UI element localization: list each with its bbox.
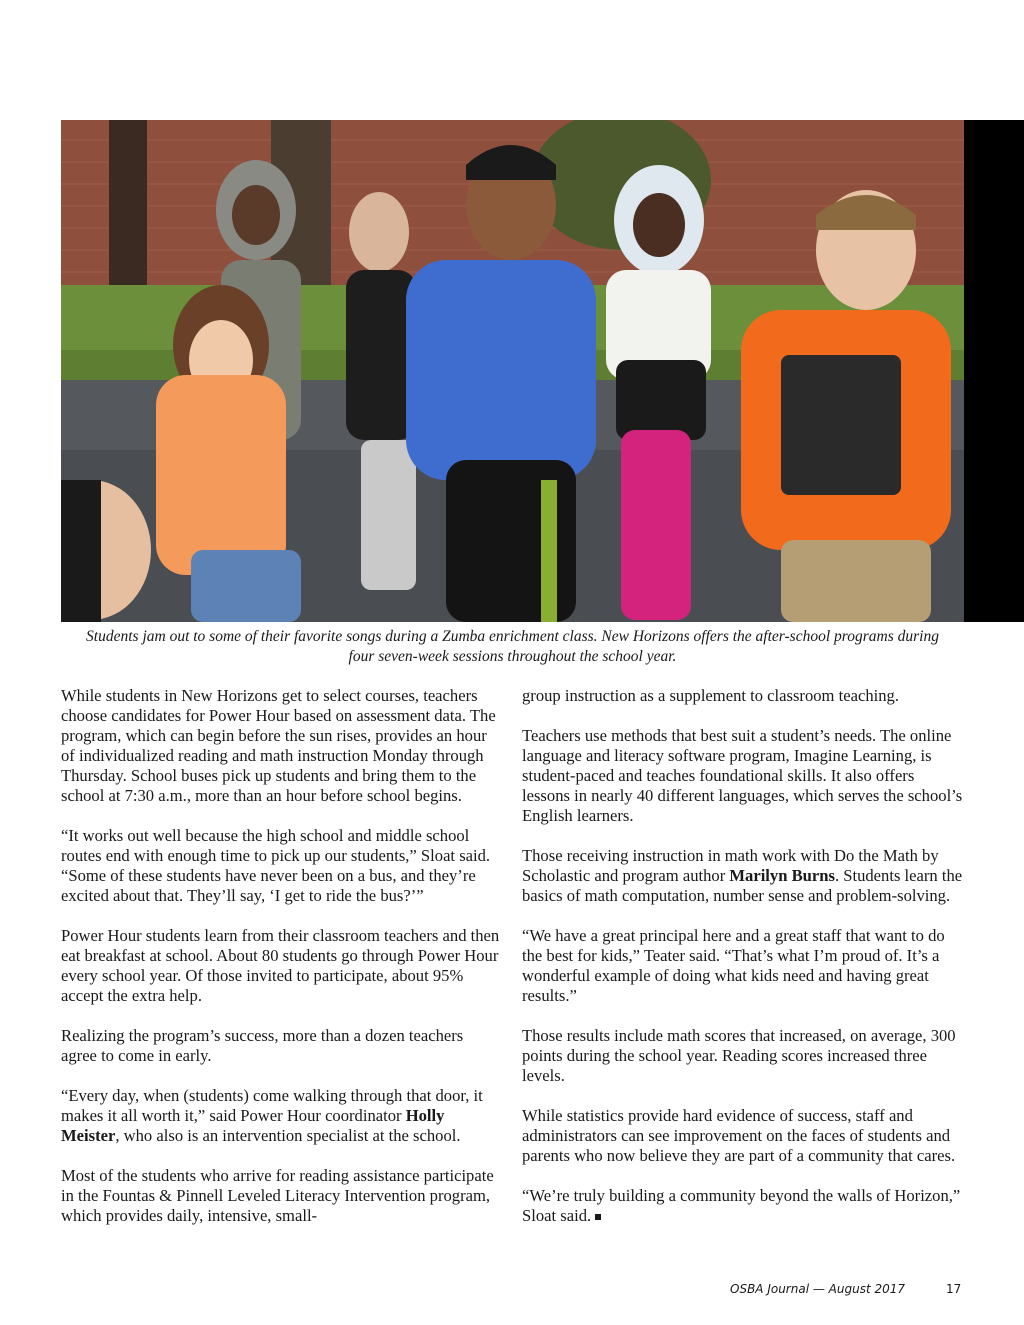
paragraph: Realizing the program’s success, more than a dozen teachers agree to come in early. bbox=[61, 1026, 464, 1065]
paragraph bbox=[522, 1186, 964, 1226]
children-running-photo-icon bbox=[61, 120, 964, 622]
end-mark-icon bbox=[595, 1214, 601, 1220]
text-run: . Students learn the basics of math computation, number sense and problem-solving. bbox=[522, 866, 963, 905]
paragraph: “We have a great principal here and a great staff that want to do the best for kids,” Teater said. “That’s what I’m proud of. It’s a wonderful example of doing what kids need and having great results.” bbox=[522, 926, 945, 1005]
caption-line-1: Students jam out to some of their favorite songs during a Zumba enrichment class. New Horizons offers the after-school programs during bbox=[86, 628, 939, 645]
paragraph: While students in New Horizons get to select courses, teachers choose candidates for Power Hour based on assessment data. The program, which can begin before the sun rises, provides an hour of individualized reading and math instruction Monday through Thursday. School buses pick up students and bring them to the school at 7:30 a.m., more than an hour before school begins. bbox=[61, 686, 496, 805]
page-number: 17 bbox=[946, 1282, 962, 1296]
paragraph: Those results include math scores that increased, on average, 300 points during the school year. Reading scores increased three levels. bbox=[522, 1026, 956, 1085]
journal-footer: OSBA Journal — August 2017 bbox=[730, 1282, 906, 1296]
photo-edge-bar bbox=[964, 120, 1024, 622]
paragraph: Power Hour students learn from their classroom teachers and then eat breakfast at school. About 80 students go through Power Hour every school year. Of those invited to participate, about 95% accept the extra help. bbox=[61, 926, 500, 1005]
right-column bbox=[522, 686, 964, 1246]
photo-caption bbox=[61, 627, 964, 667]
paragraph bbox=[522, 846, 964, 906]
person-name: Marilyn Burns bbox=[729, 866, 835, 885]
text-run: , who also is an intervention specialist at the school. bbox=[115, 1126, 461, 1145]
text-run: “We’re truly building a community beyond the walls of Horizon,” Sloat said. bbox=[522, 1186, 961, 1225]
text-run: “Every day, when (students) come walking through that door, it makes it all worth it,” said Power Hour coordinator bbox=[61, 1086, 483, 1125]
paragraph: “It works out well because the high school and middle school routes end with enough time to pick up our students,” Sloat said. “Some of these students have never been on a bus, and they’re excited about that. They’ll say, ‘I get to ride the bus?’” bbox=[61, 826, 491, 905]
paragraph: While statistics provide hard evidence of success, staff and administrators can see improvement on the faces of students and parents who now believe they are part of a community that cares. bbox=[522, 1106, 956, 1165]
paragraph: Teachers use methods that best suit a student’s needs. The online language and literacy software program, Imagine Learning, is student-paced and teaches foundational skills. It also offers lessons in nearly 40 different languages, which serves the school’s English learners. bbox=[522, 726, 963, 825]
article-photo bbox=[61, 120, 964, 622]
paragraph: Most of the students who arrive for reading assistance participate in the Fountas & Pinnell Leveled Literacy Intervention program, which provides daily, intensive, small- bbox=[61, 1166, 494, 1225]
left-column bbox=[61, 686, 503, 1246]
text-run: Those receiving instruction in math work with Do the Math by Scholastic and program author bbox=[522, 846, 939, 885]
paragraph bbox=[61, 1086, 503, 1146]
caption-line-2: four seven-week sessions throughout the school year. bbox=[348, 648, 677, 665]
person-name: Holly Meister bbox=[61, 1106, 445, 1145]
paragraph: group instruction as a supplement to classroom teaching. bbox=[522, 686, 899, 705]
